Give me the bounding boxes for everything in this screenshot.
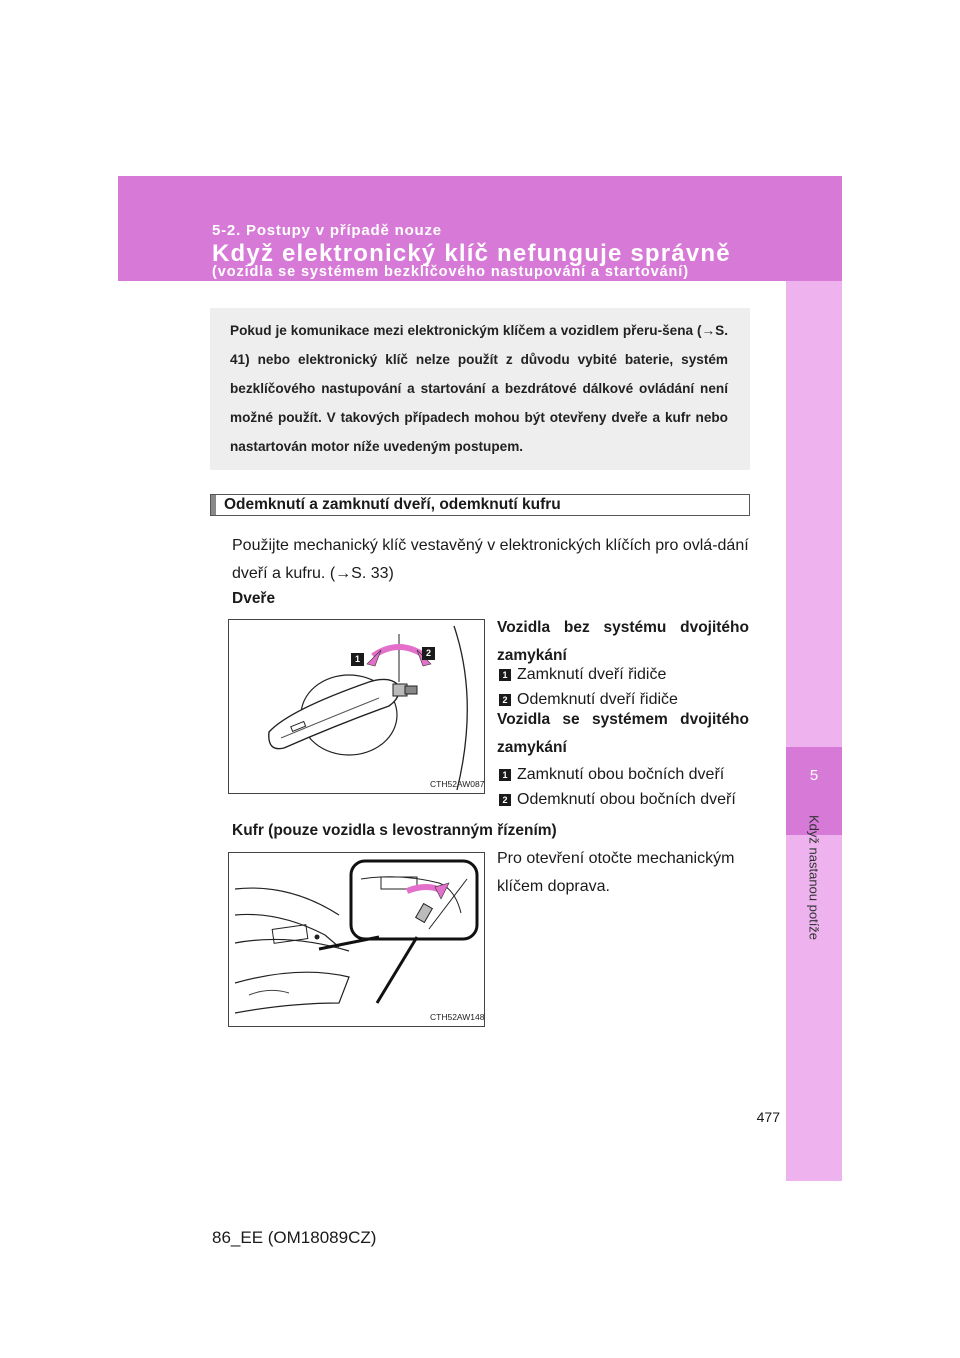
page-subtitle: (vozidla se systémem bezklíčového nastupování a startování) — [212, 264, 689, 280]
figure-code: CTH52AW148 — [430, 1012, 485, 1022]
item-text: Odemknutí dveří řidiče — [517, 691, 678, 708]
callout-1-badge: 1 — [351, 653, 364, 666]
list-item — [499, 663, 666, 687]
item-text: Zamknutí obou bočních dveří — [517, 766, 725, 783]
trunk-illustration — [229, 853, 484, 1026]
list-item — [499, 763, 724, 787]
item-text: Zamknutí dveří řidiče — [517, 666, 667, 683]
section-paragraph: Použijte mechanický klíč vestavěný v elektronických klíčích pro ovlá-dání dveří a kufru. (→S. 33) — [232, 537, 749, 582]
trunk-instruction: Pro otevření otočte mechanickým klíčem doprava. — [497, 850, 735, 895]
chapter-title-vertical: Když nastanou potíže — [806, 815, 822, 941]
doors-label: Dveře — [232, 590, 276, 607]
trunk-figure — [228, 852, 485, 1027]
item-number-badge: 1 — [499, 769, 511, 781]
vehicle-group-heading: Vozidla bez systému dvojitého zamykání — [497, 619, 749, 664]
page-title: Když elektronický klíč nefunguje správně — [212, 240, 731, 267]
item-number-badge: 1 — [499, 669, 511, 681]
item-number-badge: 2 — [499, 694, 511, 706]
item-text: Odemknutí obou bočních dveří — [517, 791, 736, 808]
list-item — [499, 788, 736, 812]
section-path: 5-2. Postupy v případě nouze — [212, 222, 442, 239]
section-heading-marker — [211, 495, 216, 515]
section-heading: Odemknutí a zamknutí dveří, odemknutí kufru — [224, 496, 561, 513]
chapter-number: 5 — [809, 767, 819, 784]
intro-text: Pokud je komunikace mezi elektronickým klíčem a vozidlem přeru-šena (→S. 41) nebo elektronický klíč nelze použít z důvodu vybité baterie, systém bezklíčového nastupování a startování a bezdrátové dálkové ovládání není možné použít. V takových případech mohou být otevřeny dveře a kufr nebo nastartován motor níže uvedeným postupem. — [230, 323, 728, 454]
door-handle-figure — [228, 619, 485, 794]
section-heading-box — [210, 494, 750, 516]
chapter-side-tab — [786, 281, 842, 1181]
door-handle-illustration — [229, 620, 484, 793]
page-number: 477 — [756, 1109, 780, 1125]
trunk-label: Kufr (pouze vozidla s levostranným řízením) — [232, 822, 557, 839]
callout-2-badge: 2 — [422, 647, 435, 660]
figure-code: CTH52AW087 — [430, 779, 485, 789]
vehicle-group-heading: Vozidla se systémem dvojitého zamykání — [497, 711, 749, 756]
document-code: 86_EE (OM18089CZ) — [212, 1228, 377, 1247]
item-number-badge: 2 — [499, 794, 511, 806]
